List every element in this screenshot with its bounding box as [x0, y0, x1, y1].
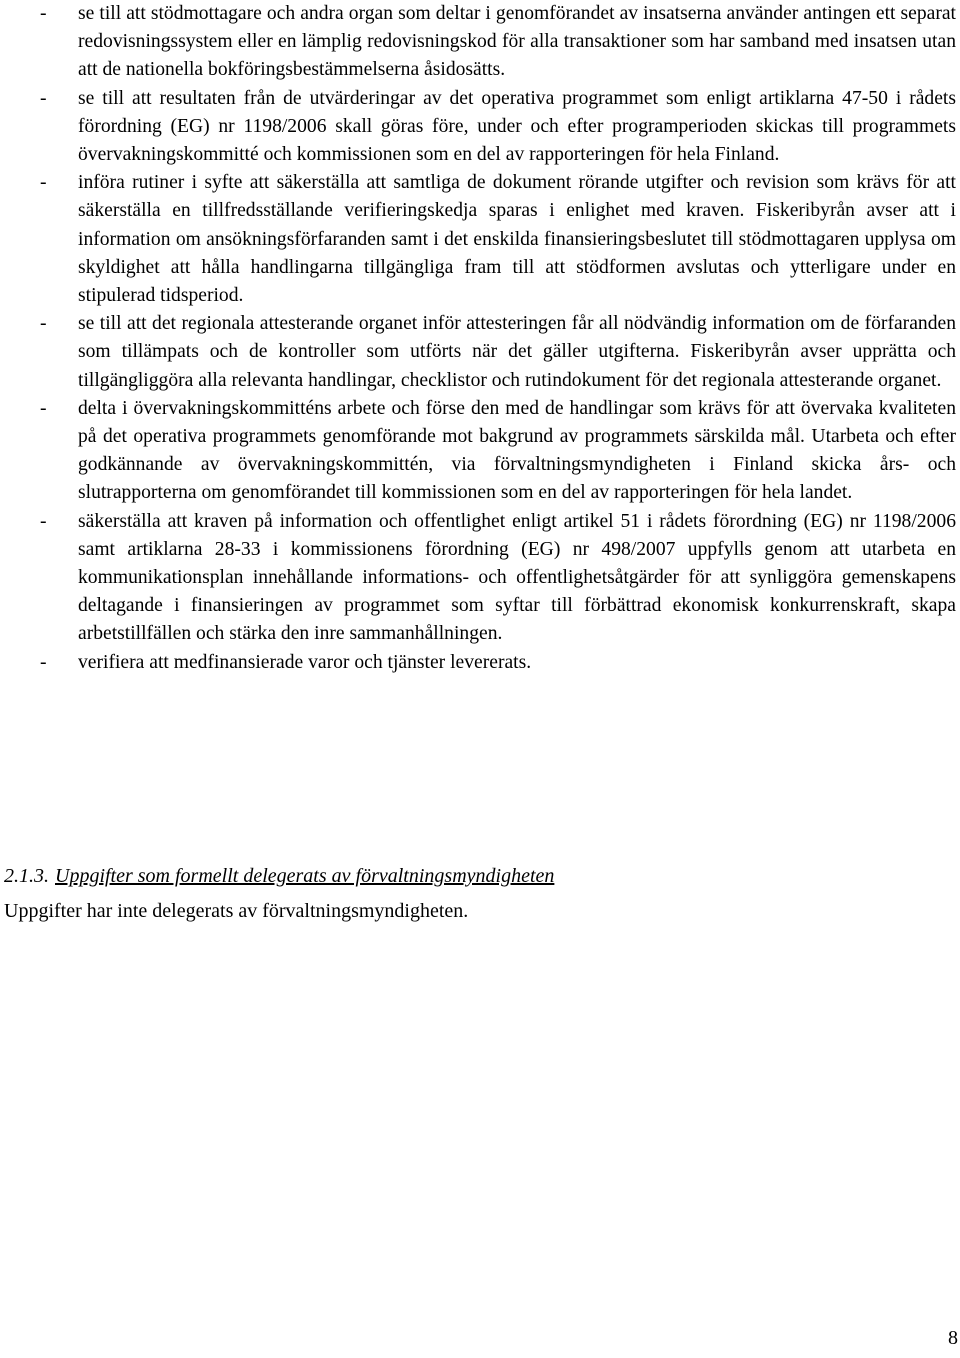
section-title: Uppgifter som formellt delegerats av förvaltningsmyndigheten	[55, 865, 555, 887]
bullet-item	[0, 508, 960, 649]
bullet-text: säkerställa att kraven på information och offentlighet enligt artikel 51 i rådets förordning (EG) nr 1198/2006 samt artiklarna 28-33 i kommissionens förordning (EG) nr 498/2007 uppfylls genom att utarbeta en kommunikationsplan innehållande informations- och offentlighetsåtgärder för att synliggöra gemenskapens deltagande i finansieringen av programmet som syftar till förbättrad ekonomisk konkurrenskraft, skapa arbetstillfällen och stärka den inre sammanhållningen.	[78, 510, 956, 645]
bullet-text: införa rutiner i syfte att säkerställa att samtliga de dokument rörande utgifter och revision som krävs för att säkerställa en tillfredsställande verifieringskedja sparas i enlighet med kraven. Fiskeribyrån avser att i information om ansökningsförfaranden samt i det enskilda finansieringsbeslutet till stödmottagaren upplysa om skyldighet att hålla handlingarna tillgängliga fram till att stödformen avslutas och ytterligare under en stipulerad tidsperiod.	[78, 172, 956, 307]
bullet-text: se till att stödmottagare och andra organ som deltar i genomförandet av insatserna använder antingen ett separat redovisningssystem eller en lämplig redovisningskod för alla transaktioner som har samband med insatsen utan att de nationella bokföringsbestämmelserna åsidosätts.	[78, 3, 956, 81]
bullet-item	[0, 85, 960, 170]
bullet-item	[0, 0, 960, 85]
section-number: 2.1.3.	[4, 865, 49, 887]
bullet-item	[0, 310, 960, 395]
bullet-marker: -	[40, 3, 47, 24]
bullet-marker: -	[40, 397, 47, 419]
bullet-item	[0, 169, 960, 310]
page-number: 8	[948, 1327, 958, 1349]
bullet-marker: -	[40, 510, 47, 532]
bullet-marker: -	[40, 172, 47, 194]
section-heading	[4, 862, 944, 890]
section-body: Uppgifter har inte delegerats av förvaltningsmyndigheten.	[4, 900, 469, 922]
bullet-marker: -	[40, 87, 47, 109]
bullet-marker: -	[40, 651, 47, 673]
bullet-item	[0, 395, 960, 508]
bullet-item	[0, 649, 960, 677]
bullet-text: se till att resultaten från de utvärderingar av det operativa programmet som enligt artiklarna 47-50 i rådets förordning (EG) nr 1198/2006 skall göras före, under och efter programperioden skickas till programmets övervakningskommitté och kommissionen som en del av rapporteringen för hela Finland.	[78, 87, 956, 166]
bullet-list	[0, 0, 960, 677]
bullet-marker: -	[40, 313, 47, 335]
bullet-text: delta i övervakningskommitténs arbete och förse den med de handlingar som krävs för att övervaka kvaliteten på det operativa programmets genomförande mot bakgrund av programmets särskilda mål. Utarbeta och efter godkännande av övervakningskommittén, via förvaltningsmyndigheten i Finland skicka års- och slutrapporterna om genomförandet till kommissionen som en del av rapporteringen för hela landet.	[78, 397, 956, 504]
bullet-text: se till att det regionala attesterande organet inför attesteringen får all nödvändig information om de förfaranden som tillämpats och de kontroller som utförts när det gäller utgifterna. Fiskeribyrån avser upprätta och tillgängliggöra alla relevanta handlingar, checklistor och rutindokument för det regionala attesterande organet.	[78, 313, 956, 391]
bullet-text: verifiera att medfinansierade varor och tjänster levererats.	[78, 651, 532, 673]
